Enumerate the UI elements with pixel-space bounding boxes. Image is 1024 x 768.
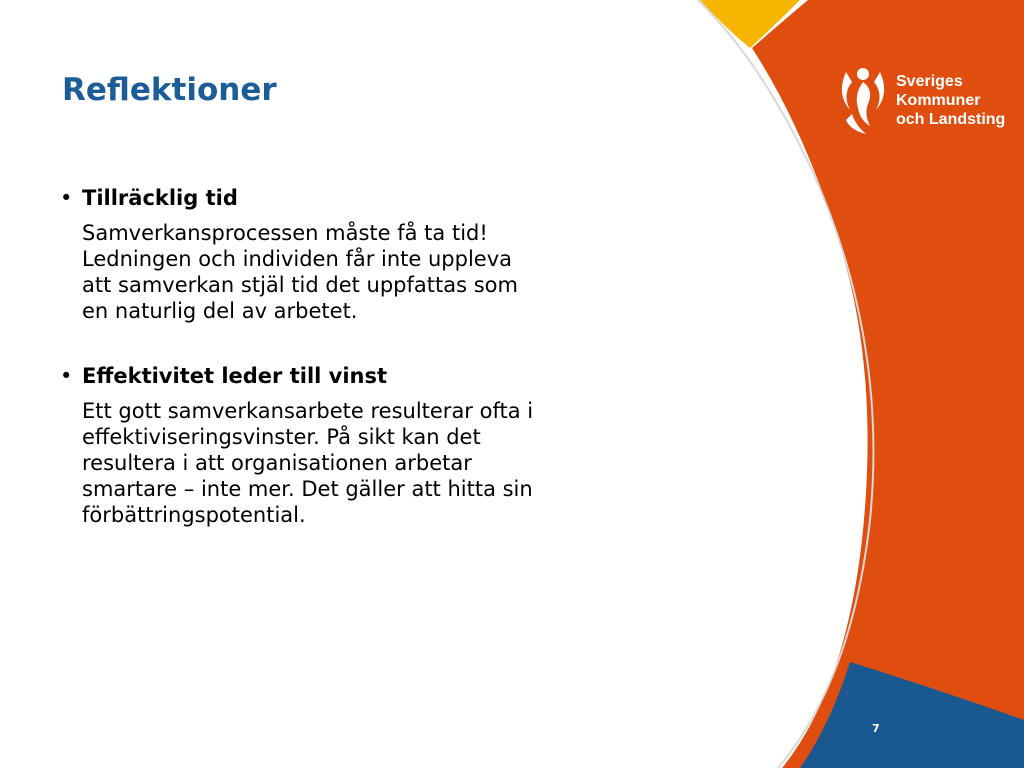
organization-logo [836, 64, 1024, 136]
page-number: 7 [872, 722, 880, 735]
logo-line: och Landsting [896, 111, 1006, 128]
bullet-dot: • [60, 186, 73, 210]
logo-line: Kommuner [896, 92, 981, 109]
slide-title: Reflektioner [62, 72, 277, 108]
bullet-dot: • [60, 364, 73, 388]
bullet-body: Samverkansprocessen måste få ta tid! Ledningen och individen får inte uppleva att samverkan stjäl tid det uppfattas som en naturlig del av arbetet. [82, 221, 518, 323]
logo-line: Sveriges [896, 73, 963, 90]
logo-wordmark [896, 72, 1005, 129]
bullet-heading: Effektivitet leder till vinst [82, 364, 388, 388]
skl-figure-icon [836, 64, 888, 136]
bullet-list [60, 184, 660, 566]
bullet-body: Ett gott samverkansarbete resulterar ofta i effektiviseringsvinster. På sikt kan det resultera i att organisationen arbetar smartare – inte mer. Det gäller att hitta sin förbättringspotential. [82, 399, 534, 527]
bullet-heading: Tillräcklig tid [82, 186, 238, 210]
bullet-item [60, 184, 660, 324]
bullet-item [60, 362, 660, 528]
